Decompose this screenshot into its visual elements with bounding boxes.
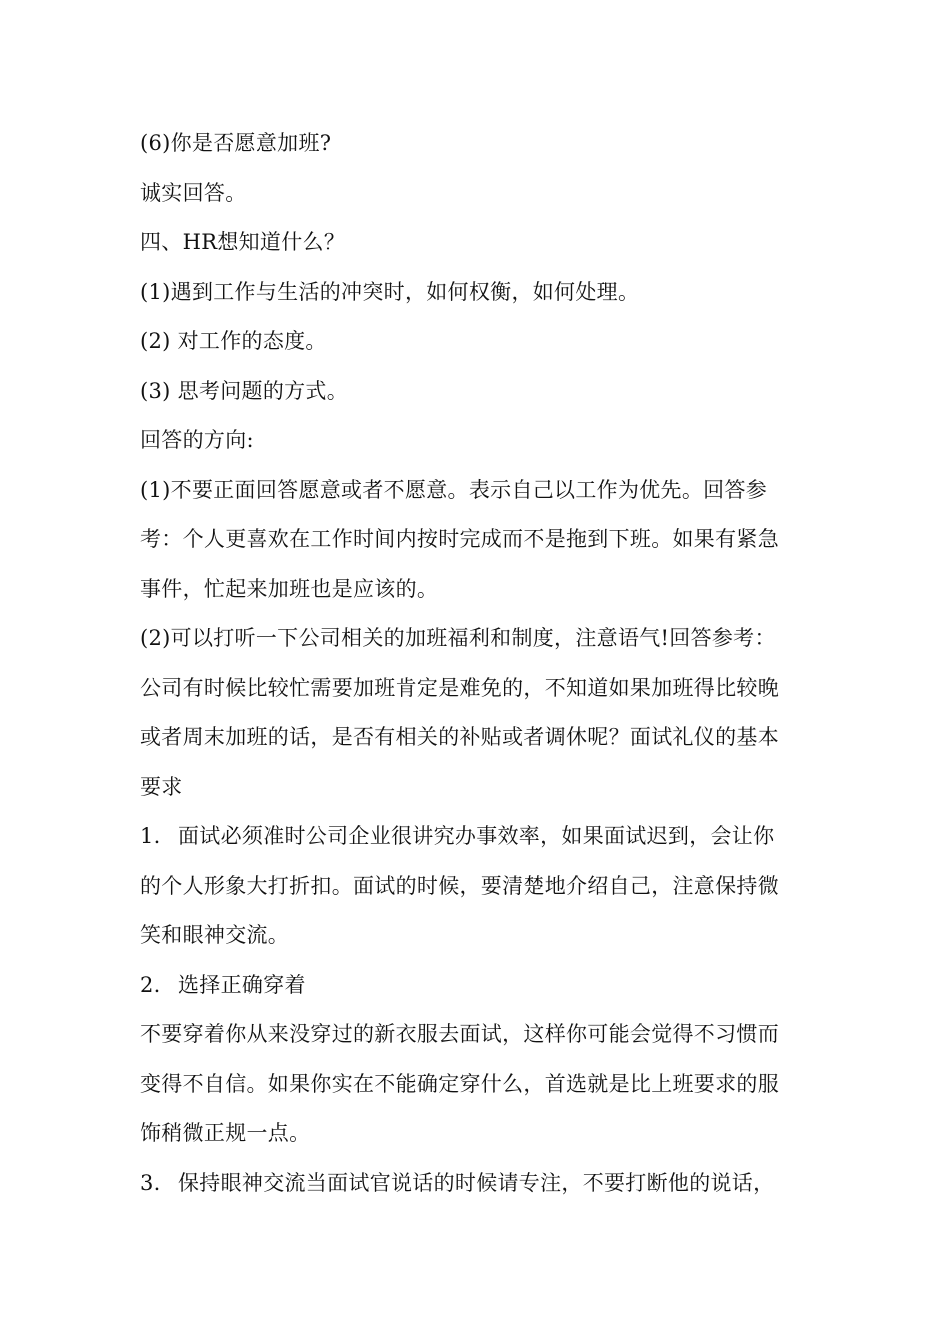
hr-point-1: (1)遇到工作与生活的冲突时，如何权衡，如何处理。 [140,279,640,304]
hr-point-2: (2) 对工作的态度。 [140,329,327,353]
etiquette-item-2-line-2: 变得不自信。如果你实在不能确定穿什么，首选就是比上班要求的服 [140,1071,779,1096]
direction-2-line-1: (2)可以打听一下公司相关的加班福利和制度，注意语气!回答参考： [140,626,776,650]
etiquette-item-1-line-1 [140,812,820,862]
answer-direction-heading: 回答的方向: [140,428,254,452]
etiquette-item-2-title: 选择正确穿着 [178,972,306,997]
etiquette-item-3-line-1 [140,1159,820,1209]
etiquette-item-1-line-3: 笑和眼神交流。 [140,923,290,947]
direction-2-line-4: 要求 [140,774,183,799]
question-6-line: (6)你是否愿意加班? [140,131,332,155]
document-body [140,119,820,1208]
etiquette-item-3-number: 3. [140,1170,161,1195]
etiquette-item-2-line-3: 饰稍微正规一点。 [140,1121,311,1145]
hr-point-3: (3) 思考问题的方式。 [140,378,349,403]
etiquette-item-2-line-1: 不要穿着你从来没穿过的新衣服去面试，这样你可能会觉得不习惯而 [140,1022,779,1046]
etiquette-item-1-number: 1. [140,824,161,848]
etiquette-item-3-text: 保持眼神交流当面试官说话的时候请专注，不要打断他的说话， [178,1170,775,1195]
direction-2-line-3: 或者周末加班的话，是否有相关的补贴或者调休呢？面试礼仪的基本 [140,725,779,749]
answer-line: 诚实回答。 [140,180,247,205]
etiquette-item-1-line-2: 的个人形象大打折扣。面试的时候，要清楚地介绍自己，注意保持微 [140,873,779,898]
direction-2-line-2: 公司有时候比较忙需要加班肯定是难免的，不知道如果加班得比较晚 [140,675,779,700]
etiquette-item-2-number: 2. [140,972,161,997]
etiquette-item-1-text: 面试必须准时公司企业很讲究办事效率，如果面试迟到，会让你 [178,824,775,848]
section-heading: 四、HR想知道什么？ [140,230,346,254]
direction-1-line-3: 事件，忙起来加班也是应该的。 [140,576,439,601]
direction-1-line-1: (1)不要正面回答愿意或者不愿意。表示自己以工作为优先。回答参 [140,477,768,502]
direction-1-line-2: 考：个人更喜欢在工作时间内按时完成而不是拖到下班。如果有紧急 [140,527,779,551]
etiquette-item-2-title-line [140,961,820,1011]
